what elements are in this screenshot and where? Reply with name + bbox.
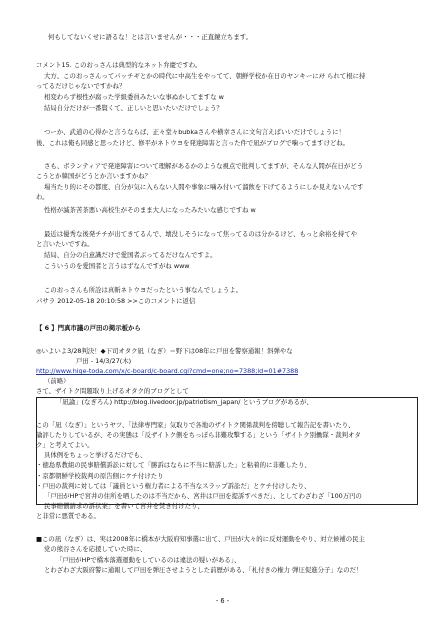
text-line: ・京都朝鮮学校裁判の原告側にケチ付けたり — [36, 472, 164, 480]
text-line: 民事賠償請求の訴状案」を書いて宮井を焚き付けたり、 — [44, 502, 204, 510]
text-line: 場当たり的にその都度、自分が気に入らない人間や事象に噛み付いて溜飲を下げてるようにしか見えないんです — [44, 183, 364, 191]
text-line: ・徳島県教組の民事賠償訴訟に対して「勝訴はならに不当に賠訴した」と粘着的に非難したり、 — [36, 461, 311, 469]
page-number: - 6 - — [215, 597, 230, 605]
text-line: この「凪（なぎ）」というヤツ、「法律専門家」気取りで各地のザイトク関係裁判を傍聴して報告記を書いたり、 — [36, 421, 355, 429]
text-line: ◎いよいよ3/28判決！◆下司オタク凪（なぎ）＝野下は08年に戸田を警察通報！斜弾やな — [36, 347, 293, 355]
text-line: 後、これは俺も同感と思ったけど、修平がネトウヨを発達障害と言った件で凪がブログで噛ってますけどね。 — [36, 139, 350, 147]
quoted-post-box — [36, 397, 418, 505]
text-line: とわざわざ大阪府警に通報して戸田を弾圧させようとした前歴がある、「札付きの権力 弾圧促進分子」なのだ！ — [44, 566, 363, 574]
text-line: 結局、自分の自意識だけで愛国者ぶってるだけなんですよ。 — [44, 251, 217, 259]
text-line: つーか、武道の心得かと言うならば、正々堂々bubkaさんや横幸さんに文句言えばいいだけでしょうに！ — [44, 128, 345, 136]
text-line: 論評したりしているが、その実態は「反ザイトク側をちっぽら非難攻撃する」という「ザイトク別働隊・裁判オタ — [36, 431, 361, 439]
text-line: 性格が滅茶苦茶悪い高校生がそのまま大人になったみたいな感じですね w — [44, 206, 256, 214]
text-line: ってるだけじゃないですかね？ — [36, 82, 126, 90]
text-line: 最近は優秀な後発チチが出てきてるんで、壊没しそうになって焦ってるのは分かるけど、もっと余裕を持てや — [44, 230, 358, 238]
text-line: 結局自分だけが一番賢くて、正しいと思いたいだけでしょう？ — [44, 104, 223, 112]
post-link[interactable]: http://www.hige-toda.com/x/c-board/c-board.cgi?cmd=one;no=7388;id=01#7388 — [36, 367, 299, 375]
text-line: （前略） — [44, 377, 70, 385]
text-line: 党の熊谷さんを応援していた時に、 — [44, 545, 147, 553]
text-line: 相変わらず根性が腐った学級委員みたいな事ぬかしてますな w — [44, 93, 224, 101]
text-line: このおっさんも所詮は真斬ネトウヨだったという事なんでしょうよ。 — [44, 286, 243, 294]
text-line: こういうのを愛国者と言うはずなんですがね www — [44, 262, 190, 270]
text-line: 大方、このおっさんってパッチギとかの時代に中高生をやってて、朝鮮学校か在日のヤンキーにﾒﾁ られて根に持 — [44, 72, 366, 80]
text-line: 具体例をちょっと挙げるだけでも、 — [44, 451, 147, 459]
text-line: と言いたいですね。 — [36, 240, 94, 248]
text-line: 何もしてないくせに語るな！とは言いませんが・・・正直鏡立ちます。 — [48, 33, 252, 41]
text-line: と非常に悪質である。 — [36, 512, 100, 520]
section-heading: 【 6 】門真市議の戸田の掲示板から — [36, 324, 141, 332]
text-line: 「戸田がHPで橋本落選運動をしているのは違法の疑いがある」、 — [56, 556, 241, 564]
text-line: 「凪論」(なぎろん) http://blog.livedoor.jp/patriotism_japan/ というブログがあるが、 — [56, 398, 313, 406]
text-line: ク」と考えてよい。 — [36, 441, 94, 449]
text-line: ・戸田の裁判に対しては「議員という権力者による不当なスラップ訴訟だ」とケチ付けしたり、 — [36, 482, 311, 490]
text-line: さも、ボランティアで発達障害について理解があるかのような視点で批判してますが、そんな人間が在日がどう — [44, 162, 364, 170]
text-line: わ。 — [36, 193, 49, 201]
text-line: 「戸田がHPで宮井の住所を晒したのは不当だから、宮井は戸田を提訴すべきだ」、としてわざわざ「100万円の — [44, 492, 362, 500]
text-line: こうとか韓国がどうとか言いますかね？ — [36, 172, 152, 180]
text-line: パサラ 2012-05-18 20:10:58 >>このコメントに返信 — [36, 297, 196, 305]
text-line: さて、ザイトク問題取り上げるオタク的ブログとして — [36, 387, 189, 395]
text-line: 戸田 - 14/3/27(木) — [76, 357, 132, 365]
text-line: コメント15. このおっさんは典型的なネット弁慶ですわ。 — [36, 61, 202, 69]
text-line: ■この凪（なぎ）は、実は2008年に橋本が大阪府知事選に出て、戸田が大々的に反対運動をやり、対立候補の民主 — [36, 535, 365, 543]
